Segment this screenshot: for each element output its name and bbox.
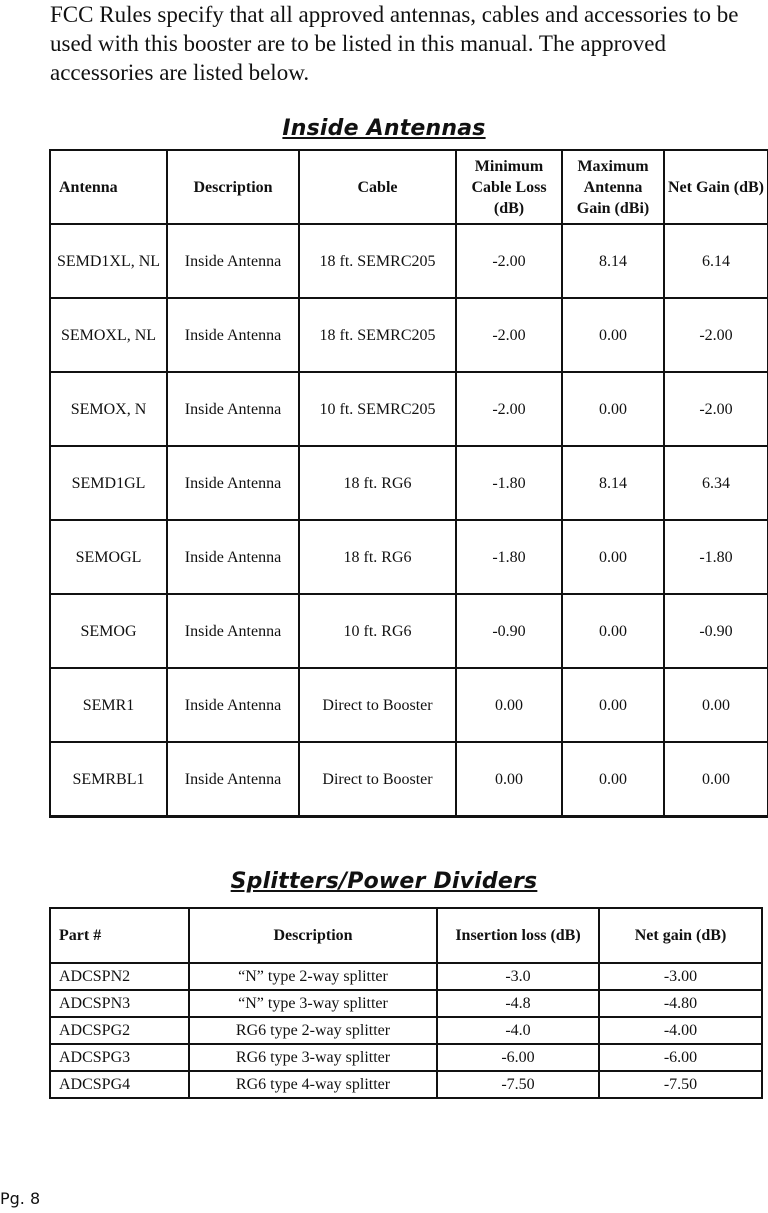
min-cable-loss-cell: -1.80 [456, 520, 562, 594]
table-row [50, 668, 768, 742]
max-antenna-gain-cell: 8.14 [562, 446, 664, 520]
table-row [50, 224, 768, 298]
header-net-gain: Net Gain (dB) [664, 150, 768, 224]
table-row [50, 298, 768, 372]
net-gain-cell: -6.00 [599, 1044, 762, 1071]
insertion-loss-cell: -7.50 [437, 1071, 599, 1098]
description-cell: “N” type 3-way splitter [189, 990, 437, 1017]
net-gain-cell: 6.34 [664, 446, 768, 520]
max-antenna-gain-cell: 0.00 [562, 668, 664, 742]
insertion-loss-cell: -4.8 [437, 990, 599, 1017]
part-number-cell: ADCSPN3 [50, 990, 189, 1017]
description-cell: Inside Antenna [167, 298, 299, 372]
header-part-number: Part # [50, 908, 189, 963]
max-antenna-gain-cell: 0.00 [562, 520, 664, 594]
min-cable-loss-cell: -2.00 [456, 224, 562, 298]
antenna-cell: SEMRBL1 [50, 742, 167, 817]
splitters-table [49, 907, 763, 1099]
min-cable-loss-cell: -1.80 [456, 446, 562, 520]
net-gain-cell: 0.00 [664, 668, 768, 742]
net-gain-cell: 6.14 [664, 224, 768, 298]
part-number-cell: ADCSPN2 [50, 963, 189, 990]
antenna-cell: SEMOG [50, 594, 167, 668]
part-number-cell: ADCSPG4 [50, 1071, 189, 1098]
max-antenna-gain-cell: 0.00 [562, 594, 664, 668]
max-antenna-gain-cell: 0.00 [562, 298, 664, 372]
cable-cell: 18 ft. RG6 [299, 520, 456, 594]
net-gain-cell: -7.50 [599, 1071, 762, 1098]
antenna-cell: SEMOXL, NL [50, 298, 167, 372]
inside-antennas-table [49, 149, 768, 818]
cable-cell: 18 ft. SEMRC205 [299, 298, 456, 372]
net-gain-cell: -2.00 [664, 298, 768, 372]
min-cable-loss-cell: -2.00 [456, 372, 562, 446]
cable-cell: Direct to Booster [299, 668, 456, 742]
page-number: Pg. 8 [0, 1189, 41, 1208]
header-max-antenna-gain: Maximum Antenna Gain (dBi) [562, 150, 664, 224]
min-cable-loss-cell: 0.00 [456, 742, 562, 817]
header-insertion-loss: Insertion loss (dB) [437, 908, 599, 963]
cable-cell: 18 ft. SEMRC205 [299, 224, 456, 298]
splitters-title: Splitters/Power Dividers [230, 869, 538, 894]
description-cell: RG6 type 2-way splitter [189, 1017, 437, 1044]
cable-cell: 10 ft. RG6 [299, 594, 456, 668]
header-antenna: Antenna [50, 150, 167, 224]
antenna-cell: SEMOX, N [50, 372, 167, 446]
description-cell: Inside Antenna [167, 594, 299, 668]
part-number-cell: ADCSPG2 [50, 1017, 189, 1044]
antenna-cell: SEMR1 [50, 668, 167, 742]
description-cell: Inside Antenna [167, 742, 299, 817]
table-row [50, 1071, 762, 1098]
description-cell: RG6 type 3-way splitter [189, 1044, 437, 1071]
table-row [50, 372, 768, 446]
description-cell: Inside Antenna [167, 520, 299, 594]
antenna-cell: SEMOGL [50, 520, 167, 594]
max-antenna-gain-cell: 0.00 [562, 372, 664, 446]
min-cable-loss-cell: -0.90 [456, 594, 562, 668]
table-header-row [50, 150, 768, 224]
cable-cell: Direct to Booster [299, 742, 456, 817]
cable-cell: 18 ft. RG6 [299, 446, 456, 520]
description-cell: Inside Antenna [167, 668, 299, 742]
table-row [50, 1044, 762, 1071]
header-description: Description [167, 150, 299, 224]
net-gain-cell: -1.80 [664, 520, 768, 594]
net-gain-cell: -3.00 [599, 963, 762, 990]
table-row [50, 1017, 762, 1044]
header-min-cable-loss: Minimum Cable Loss (dB) [456, 150, 562, 224]
insertion-loss-cell: -6.00 [437, 1044, 599, 1071]
net-gain-cell: 0.00 [664, 742, 768, 817]
antenna-cell: SEMD1XL, NL [50, 224, 167, 298]
header-net-gain: Net gain (dB) [599, 908, 762, 963]
inside-antennas-title: Inside Antennas [282, 116, 486, 141]
table-row [50, 990, 762, 1017]
description-cell: Inside Antenna [167, 446, 299, 520]
max-antenna-gain-cell: 0.00 [562, 742, 664, 817]
net-gain-cell: -2.00 [664, 372, 768, 446]
table-row [50, 594, 768, 668]
header-cable: Cable [299, 150, 456, 224]
table-row [50, 742, 768, 817]
net-gain-cell: -0.90 [664, 594, 768, 668]
table-row [50, 446, 768, 520]
description-cell: Inside Antenna [167, 224, 299, 298]
cable-cell: 10 ft. SEMRC205 [299, 372, 456, 446]
part-number-cell: ADCSPG3 [50, 1044, 189, 1071]
net-gain-cell: -4.00 [599, 1017, 762, 1044]
antenna-cell: SEMD1GL [50, 446, 167, 520]
description-cell: Inside Antenna [167, 372, 299, 446]
intro-paragraph: FCC Rules specify that all approved antennas, cables and accessories to be used with this booster are to be listed in this manual. The approved accessories are listed below. [50, 2, 739, 85]
insertion-loss-cell: -4.0 [437, 1017, 599, 1044]
min-cable-loss-cell: -2.00 [456, 298, 562, 372]
net-gain-cell: -4.80 [599, 990, 762, 1017]
insertion-loss-cell: -3.0 [437, 963, 599, 990]
description-cell: RG6 type 4-way splitter [189, 1071, 437, 1098]
header-description: Description [189, 908, 437, 963]
table-row [50, 963, 762, 990]
table-row [50, 520, 768, 594]
table-header-row [50, 908, 762, 963]
min-cable-loss-cell: 0.00 [456, 668, 562, 742]
max-antenna-gain-cell: 8.14 [562, 224, 664, 298]
description-cell: “N” type 2-way splitter [189, 963, 437, 990]
